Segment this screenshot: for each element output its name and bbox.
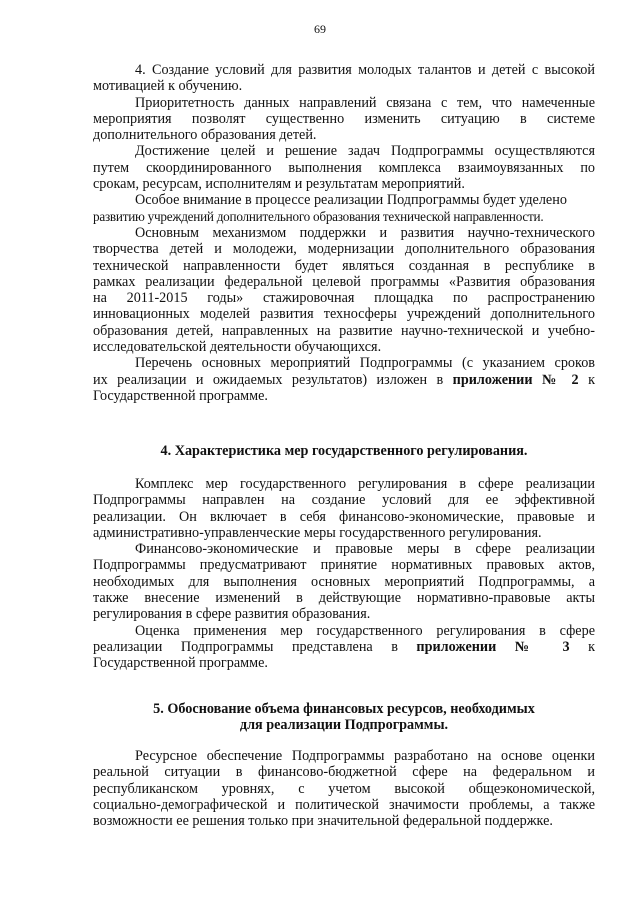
text-line: также внесение изменений в действующие нормативно-правовые акты (93, 590, 595, 607)
text-line: творчества детей и молодежи, модернизации дополнительного образования (93, 241, 595, 258)
text-line: дополнительного образования детей. (93, 127, 317, 144)
heading-line: для реализации Подпрограммы. (239, 717, 449, 733)
text-line: Подпрограммы предусматривают принятие нормативных правовых актов, (93, 557, 595, 574)
paragraph (93, 143, 595, 192)
section-5-text (93, 748, 595, 829)
text-line: Государственной программе. (93, 387, 268, 404)
text-line: исследовательской деятельности обучающихся. (93, 339, 382, 356)
text-line (93, 372, 595, 388)
paragraph (93, 95, 595, 144)
text-line: рамках реализации федеральной целевой программы «Развития образования (93, 273, 595, 290)
text-line: регулирования в сфере развития образования. (93, 606, 371, 623)
text-line: Оценка применения мер государственного регулирования в сфере (135, 622, 595, 639)
page-number: 69 (314, 22, 326, 36)
text-line: Подпрограммы направлен на создание условий для ее эффективной (93, 492, 595, 509)
section-1-text (93, 62, 595, 404)
text-line: административно-управленческие меры государственного регулирования. (93, 524, 542, 541)
text-line: Финансово-экономические и правовые меры в сфере реализации (135, 541, 595, 558)
paragraph (93, 355, 595, 404)
text-run: их реализации и ожидаемых результатов) изложен в (93, 371, 444, 388)
paragraph (93, 623, 595, 672)
text-run: реализации Подпрограммы представлена в (93, 638, 398, 655)
text-line: Государственной программе. (93, 655, 268, 672)
text-line: необходимых для выполнения основных мероприятий Подпрограммы, а (93, 573, 595, 590)
paragraph (93, 541, 595, 622)
text-line: Основным механизмом поддержки и развития научно-технического (135, 224, 595, 241)
text-line: республиканском уровнях, с учетом высокой общеэкономической, (93, 780, 595, 797)
text-line: мотивацией к обучению. (93, 78, 243, 95)
text-line: на 2011-2015 годы» стажировочная площадка по распространению (93, 290, 595, 307)
appendix-reference: приложении № 2 (452, 371, 579, 388)
heading-line: 5. Обоснование объема финансовых ресурсов, необходимых (153, 701, 535, 717)
text-line: возможности ее решения только при значительной федеральной поддержке. (93, 813, 553, 830)
text-line: Перечень основных мероприятий Подпрограммы (с указанием сроков (135, 355, 595, 372)
text-line (93, 639, 595, 655)
text-line: срокам, ресурсам, исполнителям и результатам мероприятий. (93, 176, 465, 193)
text-line: реальной ситуации в финансово-бюджетной сфере на федеральном и (93, 764, 595, 781)
paragraph (93, 225, 595, 355)
appendix-reference: приложении № 3 (416, 638, 570, 655)
section-5-heading (93, 701, 595, 733)
text-run: к (588, 371, 596, 388)
text-line: реализации. Он включает в себя финансово-экономические, правовые и (93, 508, 595, 525)
text-line: Приоритетность данных направлений связана с тем, что намеченные (135, 94, 595, 111)
paragraph (93, 748, 595, 829)
text-line: 4. Создание условий для развития молодых талантов и детей с высокой (135, 62, 595, 78)
text-line: Комплекс мер государственного регулирования в сфере реализации (135, 476, 595, 492)
section-4-text (93, 476, 595, 672)
text-line: Достижение целей и решение задач Подпрограммы осуществляются (135, 143, 595, 160)
text-line: образования детей, направленных на развитие научно-технической и учебно- (93, 322, 595, 339)
paragraph (93, 476, 595, 541)
text-line: Ресурсное обеспечение Подпрограммы разработано на основе оценки (135, 748, 595, 764)
section-4-heading: 4. Характеристика мер государственного регулирования. (160, 443, 528, 459)
text-line: Особое внимание в процессе реализации Подпрограммы будет уделено (135, 192, 567, 209)
text-line: мероприятия позволят существенно изменить ситуацию в системе (93, 110, 595, 127)
text-line: инновационных моделей развития техносферы учреждений дополнительного (93, 306, 595, 323)
text-line: путем скоординированного выполнения комплекса взаимоувязанных по (93, 159, 595, 176)
paragraph (93, 192, 595, 225)
text-line: развитию учреждений дополнительного образования технической направленности. (93, 208, 544, 224)
text-line: социально-демографической и политической значимости проблемы, а также (93, 796, 595, 813)
text-run: к (588, 638, 595, 655)
text-line: технической направленности будет являться созданная в республике в (93, 257, 595, 274)
paragraph (93, 62, 595, 95)
